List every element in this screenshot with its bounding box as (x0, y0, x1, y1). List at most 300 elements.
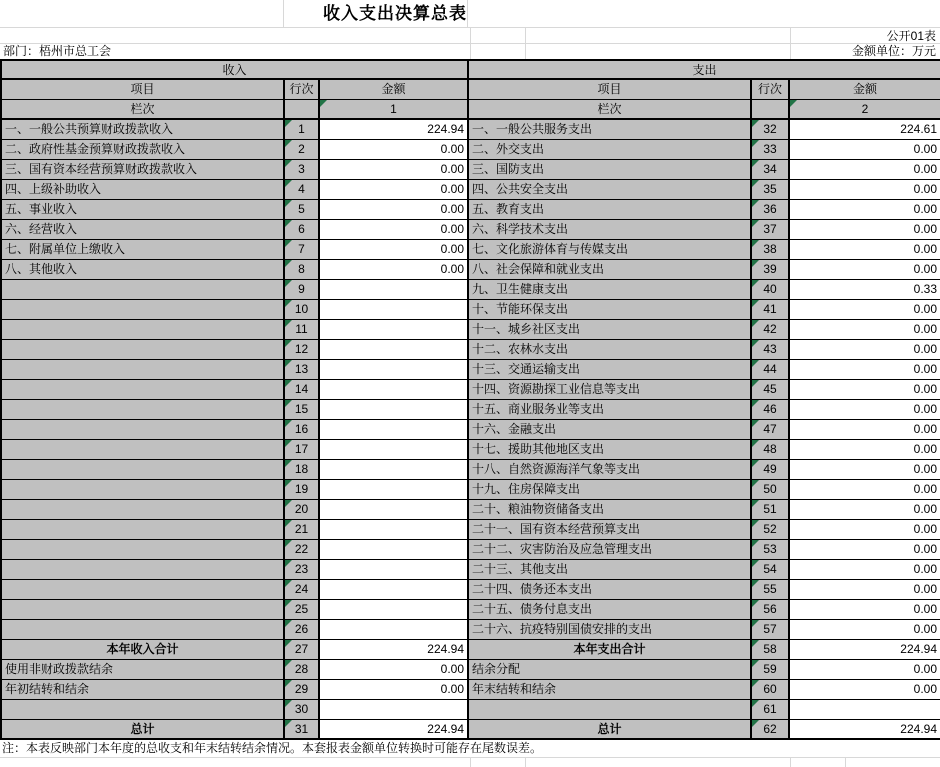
expense-amount-cell[interactable]: 0.00 (789, 179, 940, 199)
income-item-cell[interactable]: 二、政府性基金预算财政拨款收入 (1, 139, 284, 159)
table-row (1, 319, 940, 339)
expense-line-cell[interactable]: 55 (751, 579, 789, 599)
cell-flag-triangle-icon (285, 480, 292, 487)
income-amount-cell[interactable] (319, 479, 468, 499)
expense-amount-cell[interactable]: 0.00 (789, 579, 940, 599)
cell-flag-triangle-icon (790, 100, 797, 107)
expense-line-cell[interactable]: 48 (751, 439, 789, 459)
cell-flag-triangle-icon (285, 500, 292, 507)
income-amount-cell[interactable]: 0.00 (319, 159, 468, 179)
income-item-cell[interactable]: 使用非财政拨款结余 (1, 659, 284, 679)
expense-item-cell[interactable]: 七、文化旅游体育与传媒支出 (468, 239, 751, 259)
cell-flag-triangle-icon (752, 420, 759, 427)
cell-flag-triangle-icon (752, 600, 759, 607)
cell-flag-triangle-icon (752, 300, 759, 307)
income-item-cell[interactable] (1, 619, 284, 639)
income-line-cell[interactable]: 18 (284, 459, 319, 479)
cell-flag-triangle-icon (752, 500, 759, 507)
expense-amount-cell[interactable]: 0.00 (789, 199, 940, 219)
expense-item-cell[interactable]: 二十一、国有资本经营预算支出 (468, 519, 751, 539)
expense-amount-cell[interactable]: 0.00 (789, 419, 940, 439)
expense-item-cell[interactable]: 结余分配 (468, 659, 751, 679)
income-line-cell[interactable]: 21 (284, 519, 319, 539)
expense-line-cell[interactable]: 44 (751, 359, 789, 379)
income-item-cell[interactable] (1, 479, 284, 499)
income-amount-cell[interactable]: 224.94 (319, 119, 468, 139)
income-line-cell[interactable]: 16 (284, 419, 319, 439)
expense-line-cell[interactable]: 60 (751, 679, 789, 699)
expense-item-cell[interactable]: 十七、援助其他地区支出 (468, 439, 751, 459)
expense-item-cell[interactable]: 四、公共安全支出 (468, 179, 751, 199)
cell-flag-triangle-icon (752, 160, 759, 167)
expense-amount-cell[interactable]: 224.94 (789, 639, 940, 659)
income-amount-cell[interactable]: 0.00 (319, 259, 468, 279)
expense-item-cell[interactable]: 十二、农林水支出 (468, 339, 751, 359)
expense-amount-cell[interactable]: 0.00 (789, 619, 940, 639)
income-line-cell[interactable]: 13 (284, 359, 319, 379)
income-line-cell[interactable]: 23 (284, 559, 319, 579)
expense-amount-cell[interactable]: 0.00 (789, 519, 940, 539)
expense-amount-cell[interactable]: 0.00 (789, 679, 940, 699)
expense-item-cell[interactable]: 十六、金融支出 (468, 419, 751, 439)
expense-line-cell[interactable]: 53 (751, 539, 789, 559)
income-item-cell[interactable]: 四、上级补助收入 (1, 179, 284, 199)
income-item-cell[interactable] (1, 339, 284, 359)
expense-amount-cell[interactable]: 0.00 (789, 239, 940, 259)
income-item-cell[interactable]: 本年收入合计 (1, 639, 284, 659)
cell-flag-triangle-icon (285, 680, 292, 687)
income-item-cell[interactable]: 一、一般公共预算财政拨款收入 (1, 119, 284, 139)
footnote: 注：本表反映部门本年度的总收支和年末结转结余情况。本套报表金额单位转换时可能存在尾数误差。 (2, 741, 543, 755)
table-row (1, 659, 940, 679)
income-amount-cell[interactable] (319, 279, 468, 299)
expense-line-cell[interactable]: 58 (751, 639, 789, 659)
expense-item-cell[interactable]: 二、外交支出 (468, 139, 751, 159)
cell-flag-triangle-icon (285, 240, 292, 247)
income-section-header[interactable]: 收入 (1, 60, 468, 79)
income-colindex-label[interactable]: 栏次 (1, 99, 284, 119)
expense-amount-cell[interactable] (789, 699, 940, 719)
cell-flag-triangle-icon (752, 580, 759, 587)
expense-item-cell[interactable]: 二十三、其他支出 (468, 559, 751, 579)
income-line-cell[interactable]: 20 (284, 499, 319, 519)
cell-flag-triangle-icon (752, 460, 759, 467)
expense-item-cell[interactable]: 二十二、灾害防治及应急管理支出 (468, 539, 751, 559)
cell-flag-triangle-icon (752, 620, 759, 627)
income-colindex-value[interactable]: 1 (319, 99, 468, 119)
income-line-cell[interactable]: 12 (284, 339, 319, 359)
income-line-cell[interactable]: 3 (284, 159, 319, 179)
income-amount-cell[interactable] (319, 359, 468, 379)
expense-item-cell[interactable]: 一、一般公共服务支出 (468, 119, 751, 139)
income-item-cell[interactable] (1, 699, 284, 719)
income-amount-cell[interactable] (319, 699, 468, 719)
cell-flag-triangle-icon (285, 300, 292, 307)
cell-flag-triangle-icon (285, 360, 292, 367)
income-line-cell[interactable]: 10 (284, 299, 319, 319)
income-item-cell[interactable] (1, 319, 284, 339)
expense-amount-cell[interactable]: 0.00 (789, 359, 940, 379)
income-amount-cell[interactable] (319, 599, 468, 619)
expense-item-cell[interactable]: 三、国防支出 (468, 159, 751, 179)
table-row (1, 539, 940, 559)
expense-amount-cell[interactable]: 224.61 (789, 119, 940, 139)
income-amount-cell[interactable]: 0.00 (319, 239, 468, 259)
cell-flag-triangle-icon (285, 260, 292, 267)
expense-line-cell[interactable]: 36 (751, 199, 789, 219)
table-row (1, 639, 940, 659)
table-row (1, 519, 940, 539)
income-item-cell[interactable] (1, 579, 284, 599)
expense-item-cell[interactable]: 十三、交通运输支出 (468, 359, 751, 379)
expense-item-header[interactable]: 项目 (468, 79, 751, 99)
expense-line-cell[interactable]: 39 (751, 259, 789, 279)
income-item-cell[interactable] (1, 459, 284, 479)
expense-item-cell[interactable]: 二十六、抗疫特别国债安排的支出 (468, 619, 751, 639)
cell-flag-triangle-icon (752, 360, 759, 367)
table-row (1, 479, 940, 499)
cell-flag-triangle-icon (285, 720, 292, 727)
cell-flag-triangle-icon (285, 560, 292, 567)
expense-amount-cell[interactable]: 0.00 (789, 539, 940, 559)
income-line-cell[interactable]: 24 (284, 579, 319, 599)
income-item-cell[interactable] (1, 559, 284, 579)
income-line-cell[interactable]: 1 (284, 119, 319, 139)
expense-item-cell[interactable]: 本年支出合计 (468, 639, 751, 659)
income-line-cell[interactable]: 29 (284, 679, 319, 699)
table-row (1, 599, 940, 619)
cell-flag-triangle-icon (752, 540, 759, 547)
department-label: 部门：梧州市总工会 (3, 44, 112, 58)
column-header-row (1, 79, 940, 99)
income-line-cell[interactable]: 11 (284, 319, 319, 339)
cell-flag-triangle-icon (752, 120, 759, 127)
expense-item-cell[interactable]: 十八、自然资源海洋气象等支出 (468, 459, 751, 479)
table-row (1, 559, 940, 579)
expense-amount-cell[interactable]: 0.00 (789, 339, 940, 359)
expense-item-cell[interactable]: 二十四、债务还本支出 (468, 579, 751, 599)
cell-flag-triangle-icon (285, 580, 292, 587)
table-row (1, 179, 940, 199)
cell-flag-triangle-icon (320, 100, 327, 107)
expense-item-cell[interactable]: 九、卫生健康支出 (468, 279, 751, 299)
cell-flag-triangle-icon (285, 220, 292, 227)
income-amount-cell[interactable] (319, 379, 468, 399)
expense-section-header[interactable]: 支出 (468, 60, 940, 79)
income-amount-cell[interactable] (319, 559, 468, 579)
income-amount-cell[interactable]: 224.94 (319, 719, 468, 739)
income-line-cell[interactable]: 14 (284, 379, 319, 399)
cell-flag-triangle-icon (752, 200, 759, 207)
income-item-cell[interactable]: 八、其他收入 (1, 259, 284, 279)
income-item-cell[interactable] (1, 539, 284, 559)
cell-flag-triangle-icon (285, 600, 292, 607)
expense-line-cell[interactable]: 43 (751, 339, 789, 359)
income-line-cell[interactable]: 22 (284, 539, 319, 559)
cell-flag-triangle-icon (752, 680, 759, 687)
cell-flag-triangle-icon (752, 400, 759, 407)
cell-flag-triangle-icon (285, 640, 292, 647)
expense-line-cell[interactable]: 54 (751, 559, 789, 579)
income-line-cell[interactable]: 9 (284, 279, 319, 299)
cell-flag-triangle-icon (285, 180, 292, 187)
expense-colindex-label[interactable]: 栏次 (468, 99, 751, 119)
expense-amount-cell[interactable]: 0.33 (789, 279, 940, 299)
cell-flag-triangle-icon (752, 140, 759, 147)
cell-flag-triangle-icon (752, 260, 759, 267)
section-header-row (1, 60, 940, 79)
gridline (790, 757, 791, 767)
gridline (525, 757, 526, 767)
expense-line-cell[interactable]: 42 (751, 319, 789, 339)
income-amount-cell[interactable] (319, 519, 468, 539)
cell-flag-triangle-icon (752, 320, 759, 327)
expense-amount-cell[interactable]: 0.00 (789, 219, 940, 239)
expense-line-cell[interactable]: 35 (751, 179, 789, 199)
expense-line-cell[interactable]: 61 (751, 699, 789, 719)
table-row (1, 159, 940, 179)
table-row (1, 299, 940, 319)
income-item-cell[interactable]: 五、事业收入 (1, 199, 284, 219)
cell-flag-triangle-icon (752, 240, 759, 247)
cell-flag-triangle-icon (752, 480, 759, 487)
income-amount-cell[interactable]: 0.00 (319, 219, 468, 239)
expense-item-cell[interactable]: 年末结转和结余 (468, 679, 751, 699)
income-item-cell[interactable]: 六、经营收入 (1, 219, 284, 239)
cell-flag-triangle-icon (285, 140, 292, 147)
cell-flag-triangle-icon (752, 560, 759, 567)
expense-colindex-value[interactable]: 2 (789, 99, 940, 119)
expense-amount-cell[interactable]: 0.00 (789, 159, 940, 179)
income-line-cell[interactable]: 30 (284, 699, 319, 719)
expense-amount-cell[interactable]: 0.00 (789, 659, 940, 679)
income-item-cell[interactable] (1, 439, 284, 459)
income-item-cell[interactable] (1, 519, 284, 539)
column-index-row (1, 99, 940, 119)
income-amount-cell[interactable]: 0.00 (319, 139, 468, 159)
income-item-cell[interactable] (1, 599, 284, 619)
income-line-cell[interactable]: 28 (284, 659, 319, 679)
expense-item-cell[interactable] (468, 699, 751, 719)
meta-row (0, 44, 936, 59)
expense-line-cell[interactable]: 52 (751, 519, 789, 539)
table-row (1, 119, 940, 139)
cell-flag-triangle-icon (285, 520, 292, 527)
income-amount-cell[interactable] (319, 299, 468, 319)
income-item-cell[interactable] (1, 359, 284, 379)
income-line-cell[interactable]: 6 (284, 219, 319, 239)
cell-flag-triangle-icon (285, 620, 292, 627)
income-item-cell[interactable] (1, 279, 284, 299)
income-amount-cell[interactable]: 224.94 (319, 639, 468, 659)
cell-flag-triangle-icon (285, 440, 292, 447)
expense-line-cell[interactable]: 47 (751, 419, 789, 439)
expense-item-cell[interactable]: 总计 (468, 719, 751, 739)
table-row (1, 579, 940, 599)
gridline (845, 757, 846, 767)
income-amount-cell[interactable] (319, 339, 468, 359)
income-item-cell[interactable] (1, 499, 284, 519)
expense-line-cell[interactable]: 56 (751, 599, 789, 619)
expense-item-cell[interactable]: 五、教育支出 (468, 199, 751, 219)
income-item-cell[interactable]: 七、附属单位上缴收入 (1, 239, 284, 259)
income-item-cell[interactable] (1, 379, 284, 399)
cell-flag-triangle-icon (752, 440, 759, 447)
expense-line-header[interactable]: 行次 (751, 79, 789, 99)
income-line-cell[interactable]: 25 (284, 599, 319, 619)
income-item-cell[interactable] (1, 419, 284, 439)
expense-item-cell[interactable]: 二十五、债务付息支出 (468, 599, 751, 619)
table-row (1, 719, 940, 739)
expense-amount-cell[interactable]: 224.94 (789, 719, 940, 739)
income-line-cell[interactable]: 31 (284, 719, 319, 739)
income-amount-cell[interactable]: 0.00 (319, 679, 468, 699)
income-item-cell[interactable] (1, 399, 284, 419)
income-item-cell[interactable] (1, 299, 284, 319)
table-row (1, 399, 940, 419)
cell-flag-triangle-icon (752, 720, 759, 727)
income-line-cell[interactable]: 5 (284, 199, 319, 219)
income-line-cell[interactable]: 27 (284, 639, 319, 659)
expense-line-cell[interactable]: 49 (751, 459, 789, 479)
expense-item-cell[interactable]: 十、节能环保支出 (468, 299, 751, 319)
expense-line-cell[interactable]: 38 (751, 239, 789, 259)
expense-line-cell[interactable]: 59 (751, 659, 789, 679)
expense-line-cell[interactable]: 40 (751, 279, 789, 299)
cell-flag-triangle-icon (752, 340, 759, 347)
table-row (1, 379, 940, 399)
expense-amount-cell[interactable]: 0.00 (789, 459, 940, 479)
expense-item-cell[interactable]: 八、社会保障和就业支出 (468, 259, 751, 279)
cell-flag-triangle-icon (285, 120, 292, 127)
cell-flag-triangle-icon (285, 320, 292, 327)
income-amount-cell[interactable] (319, 419, 468, 439)
expense-line-cell[interactable]: 46 (751, 399, 789, 419)
income-amount-cell[interactable] (319, 619, 468, 639)
income-item-cell[interactable]: 年初结转和结余 (1, 679, 284, 699)
income-amount-cell[interactable] (319, 499, 468, 519)
unit-label: 金额单位：万元 (851, 44, 936, 58)
income-amount-cell[interactable] (319, 579, 468, 599)
income-line-cell[interactable]: 19 (284, 479, 319, 499)
income-line-cell[interactable]: 8 (284, 259, 319, 279)
cell-flag-triangle-icon (752, 220, 759, 227)
table-row (1, 459, 940, 479)
expense-amount-cell[interactable]: 0.00 (789, 479, 940, 499)
income-amount-cell[interactable] (319, 539, 468, 559)
income-line-cell[interactable]: 2 (284, 139, 319, 159)
expense-amount-cell[interactable]: 0.00 (789, 379, 940, 399)
cell-flag-triangle-icon (285, 420, 292, 427)
cell-flag-triangle-icon (752, 660, 759, 667)
income-amount-cell[interactable]: 0.00 (319, 179, 468, 199)
cell-flag-triangle-icon (285, 700, 292, 707)
income-line-header[interactable]: 行次 (284, 79, 319, 99)
income-amount-cell[interactable] (319, 399, 468, 419)
sheet-code: 公开01表 (886, 29, 936, 43)
income-amount-cell[interactable]: 0.00 (319, 659, 468, 679)
income-line-cell[interactable]: 17 (284, 439, 319, 459)
expense-line-cell[interactable]: 62 (751, 719, 789, 739)
expense-amount-cell[interactable]: 0.00 (789, 139, 940, 159)
income-amount-cell[interactable] (319, 319, 468, 339)
expense-amount-header[interactable]: 金额 (789, 79, 940, 99)
expense-amount-cell[interactable]: 0.00 (789, 299, 940, 319)
income-line-cell[interactable]: 7 (284, 239, 319, 259)
table-row (1, 419, 940, 439)
income-line-cell[interactable]: 15 (284, 399, 319, 419)
table-row (1, 239, 940, 259)
expense-line-cell[interactable]: 41 (751, 299, 789, 319)
expense-item-cell[interactable]: 二十、粮油物资储备支出 (468, 499, 751, 519)
table-row (1, 339, 940, 359)
table-row (1, 359, 940, 379)
income-colindex-blank[interactable] (284, 99, 319, 119)
report-title: 收入支出决算总表 (323, 4, 467, 23)
cell-flag-triangle-icon (285, 400, 292, 407)
expense-item-cell[interactable]: 十一、城乡社区支出 (468, 319, 751, 339)
expense-amount-cell[interactable]: 0.00 (789, 439, 940, 459)
cell-flag-triangle-icon (752, 520, 759, 527)
expense-amount-cell[interactable]: 0.00 (789, 399, 940, 419)
expense-item-cell[interactable]: 十五、商业服务业等支出 (468, 399, 751, 419)
table-row (1, 499, 940, 519)
income-line-cell[interactable]: 26 (284, 619, 319, 639)
table-row (1, 139, 940, 159)
cell-flag-triangle-icon (285, 660, 292, 667)
table-row (1, 439, 940, 459)
cell-flag-triangle-icon (285, 340, 292, 347)
table-row (1, 679, 940, 699)
expense-amount-cell[interactable]: 0.00 (789, 559, 940, 579)
income-line-cell[interactable]: 4 (284, 179, 319, 199)
expense-line-cell[interactable]: 45 (751, 379, 789, 399)
cell-flag-triangle-icon (285, 460, 292, 467)
table-row (1, 259, 940, 279)
income-amount-cell[interactable] (319, 459, 468, 479)
income-item-header[interactable]: 项目 (1, 79, 284, 99)
expense-line-cell[interactable]: 33 (751, 139, 789, 159)
expense-item-cell[interactable]: 十九、住房保障支出 (468, 479, 751, 499)
income-amount-header[interactable]: 金额 (319, 79, 468, 99)
cell-flag-triangle-icon (752, 700, 759, 707)
cell-flag-triangle-icon (752, 380, 759, 387)
cell-flag-triangle-icon (285, 280, 292, 287)
expense-colindex-blank[interactable] (751, 99, 789, 119)
expense-line-cell[interactable]: 34 (751, 159, 789, 179)
cell-flag-triangle-icon (285, 200, 292, 207)
income-amount-cell[interactable] (319, 439, 468, 459)
income-amount-cell[interactable]: 0.00 (319, 199, 468, 219)
expense-line-cell[interactable]: 51 (751, 499, 789, 519)
expense-line-cell[interactable]: 37 (751, 219, 789, 239)
expense-item-cell[interactable]: 六、科学技术支出 (468, 219, 751, 239)
income-item-cell[interactable]: 三、国有资本经营预算财政拨款收入 (1, 159, 284, 179)
cell-flag-triangle-icon (752, 180, 759, 187)
expense-line-cell[interactable]: 57 (751, 619, 789, 639)
expense-line-cell[interactable]: 32 (751, 119, 789, 139)
expense-amount-cell[interactable]: 0.00 (789, 319, 940, 339)
expense-item-cell[interactable]: 十四、资源勘探工业信息等支出 (468, 379, 751, 399)
income-item-cell[interactable]: 总计 (1, 719, 284, 739)
expense-line-cell[interactable]: 50 (751, 479, 789, 499)
expense-amount-cell[interactable]: 0.00 (789, 599, 940, 619)
expense-amount-cell[interactable]: 0.00 (789, 259, 940, 279)
cell-flag-triangle-icon (752, 640, 759, 647)
final-accounts-table (0, 59, 940, 740)
expense-amount-cell[interactable]: 0.00 (789, 499, 940, 519)
gridline (470, 757, 471, 767)
